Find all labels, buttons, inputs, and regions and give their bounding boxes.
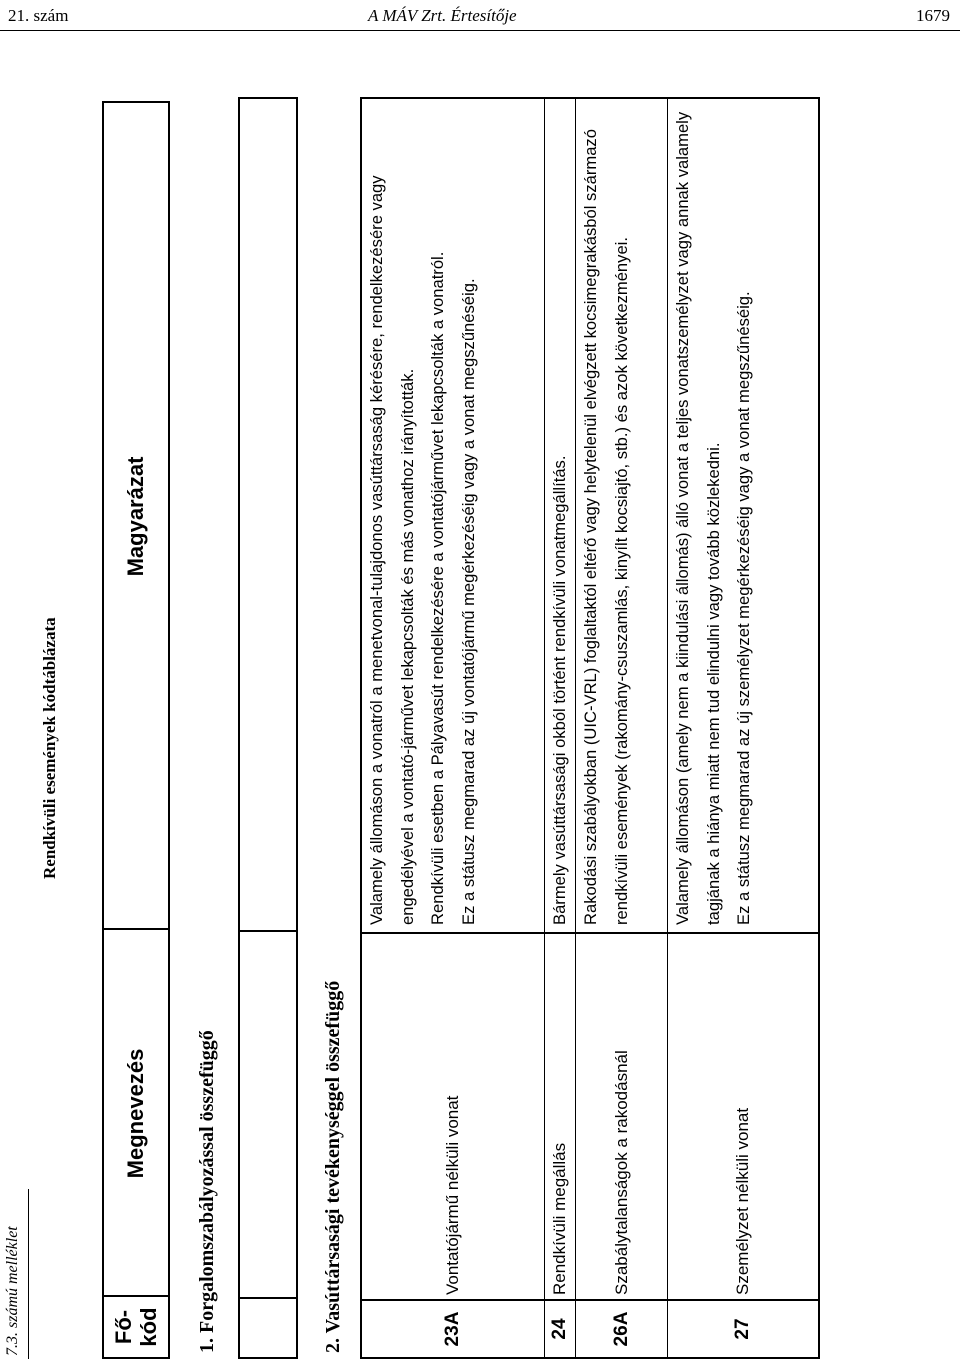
row-code: 26A xyxy=(576,1299,667,1357)
row-code: 24 xyxy=(545,1299,575,1357)
row-name: Szabálytalanságok a rakodásnál xyxy=(576,932,667,1299)
section-2-title: 2. Vasúttársasági tevékenységgel összefüggő xyxy=(322,980,344,1353)
description-paragraph: Ez a státusz megmarad az új vontatójármű megérkezéséig vagy a vonat megszűnéséig. xyxy=(458,278,478,925)
row-description xyxy=(362,99,544,932)
section-2-table xyxy=(360,97,820,1359)
table-row xyxy=(668,99,818,1357)
row-name: Személyzet nélküli vonat xyxy=(668,932,818,1299)
description-paragraph: Rendkívüli esetben a Pályavasút rendelkezésére a vontatójárművet lekapcsolták a vonatról. xyxy=(428,251,447,925)
page-number: 1679 xyxy=(916,6,950,25)
description-paragraph: Valamely állomáson a vonatról a menetvonal-tulajdonos vasúttársaság kérésére, rendelkezésére vagy engedélyével a vontató-járművet lekapcsolták és más vonathoz irányították. xyxy=(367,175,417,925)
row-description xyxy=(576,99,667,932)
column-header-description: Magyarázat xyxy=(123,456,148,577)
section-1-title: 1. Forgalomszabályozással összefüggő xyxy=(196,1030,218,1353)
row-description xyxy=(545,99,575,932)
description-paragraph: Bármely vasúttársasági okból történt rendkívüli vonatmegállítás. xyxy=(550,455,569,925)
row-name: Rendkívüli megállás xyxy=(545,932,575,1299)
column-divider xyxy=(240,1297,296,1299)
row-name: Vontatójármű nélküli vonat xyxy=(362,932,544,1299)
table-row xyxy=(576,99,668,1357)
row-code: 27 xyxy=(668,1299,818,1357)
attachment-label: 7.3. számú melléklet xyxy=(4,1226,21,1356)
description-paragraph: Rakodási szabályokban (UIC-VRL) foglaltaktól eltérő vagy helytelenül elvégzett kocsimegrakásból származó rendkívüli események (rakomány-csuszamlás, kinyílt kocsiajtó, stb.) és azok következményei. xyxy=(581,129,631,925)
table-title: Rendkívüli események kódtáblázata xyxy=(40,617,59,879)
row-code: 23A xyxy=(362,1299,544,1357)
publication-title: A MÁV Zrt. Értesítője xyxy=(368,6,517,25)
column-header-row xyxy=(102,101,170,1359)
column-divider xyxy=(240,930,296,932)
description-paragraph: Ez a státusz megmarad az új személyzet megérkezéséig vagy a vonat megszűnéséig. xyxy=(734,291,753,925)
table-row xyxy=(545,99,576,1357)
table-row xyxy=(362,99,545,1357)
issue-number: 21. szám xyxy=(8,6,69,25)
column-header-code: Fő- kód xyxy=(104,1295,168,1357)
row-description xyxy=(668,99,818,932)
description-paragraph: Valamely állomáson (amely nem a kiindulási állomás) álló vonat a teljes vonatszemélyzet vagy annak valamely tagjának a hiánya miatt nem tud elindulni vagy tovább közlekedni. xyxy=(673,111,723,925)
section-1-empty-row xyxy=(238,97,298,1359)
column-header-name: Megnevezés xyxy=(104,928,168,1297)
attachment-underline xyxy=(28,1189,29,1359)
